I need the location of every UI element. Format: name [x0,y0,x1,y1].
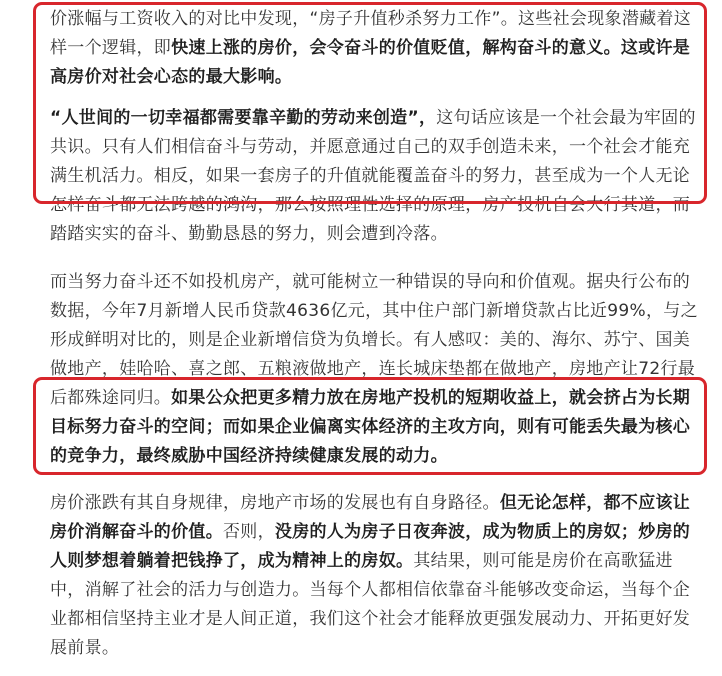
p1-s1: “房子升值秒杀努力工作” [309,9,501,29]
p4-s4: 其结果，则可能是房价在高歌猛进中，消解了社会的活力与创造力。当每个人都相信依靠奋斗能够改变命运，当每个企业都相信坚持主业才是人间正道，我们这个社会才能释放更强发展动力、开拓更好发展前景。 [50,551,691,658]
p2-s1: 这句话应该是一个社会最为牢固的共识。只有人们相信奋斗与劳动，并愿意通过自己的双手创造未来，一个社会才能充满生机活力。相反，如果一套房子的升值就能覆盖奋斗的努力，甚至成为一个人无论怎样奋斗都无法跨越的鸿沟，那么按照理性选择的原理，房产投机自会大行其道，而踏踏实实的奋斗、勤勤恳恳的努力，则会遭到冷落。 [50,108,696,244]
p4-bold-s1: 但无论怎样，都不应该让房价消解奋斗的价值。 [50,493,691,542]
paragraph-3 [50,268,704,471]
p2-bold-quote: “人世间的一切幸福都需要靠辛勤的劳动来创造”， [50,108,437,128]
p3-bold-s1: 如果公众把更多精力放在房地产投机的短期收益上，就会挤占为长期目标努力奋斗的空间；而如果企业偏离实体经济的主攻方向，则有可能丢失最为核心的竞争力，最终威胁中国经济持续健康发展的动力。 [50,388,691,466]
paragraph-4 [50,489,704,663]
p1-s0: 价涨幅与工资收入的对比中发现， [50,9,310,29]
p4-s0: 房价涨跌有其自身规律，房地产市场的发展也有自身路径。 [50,493,500,513]
p3-s0: 而当努力奋斗还不如投机房产，就可能树立一种错误的导向和价值观。据央行公布的数据，今年7月新增人民币贷款4636亿元，其中住户部门新增贷款占比近99%，与之形成鲜明对比的，则是企业新增信贷为负增长。有人感叹：美的、海尔、苏宁、国美做地产，娃哈哈、喜之郎、五粮液做地产，连长城床垫都在做地产，房地产让72行最后都殊途同归。 [50,272,698,408]
p4-bold-s3: 没房的人为房子日夜奔波，成为物质上的房奴；炒房的人则梦想着躺着把钱挣了，成为精神上的房奴。 [50,522,691,571]
p1-bold-s3: 快速上涨的房价，会令奋斗的价值贬值，解构奋斗的意义。这或许是高房价对社会心态的最大影响。 [50,38,691,87]
paragraph-1 [50,5,704,92]
p4-s2: 否则， [223,522,275,542]
p1-s2: 。这些社会现象潜藏着这样一个逻辑，即 [50,9,692,58]
paragraph-2 [50,104,704,249]
